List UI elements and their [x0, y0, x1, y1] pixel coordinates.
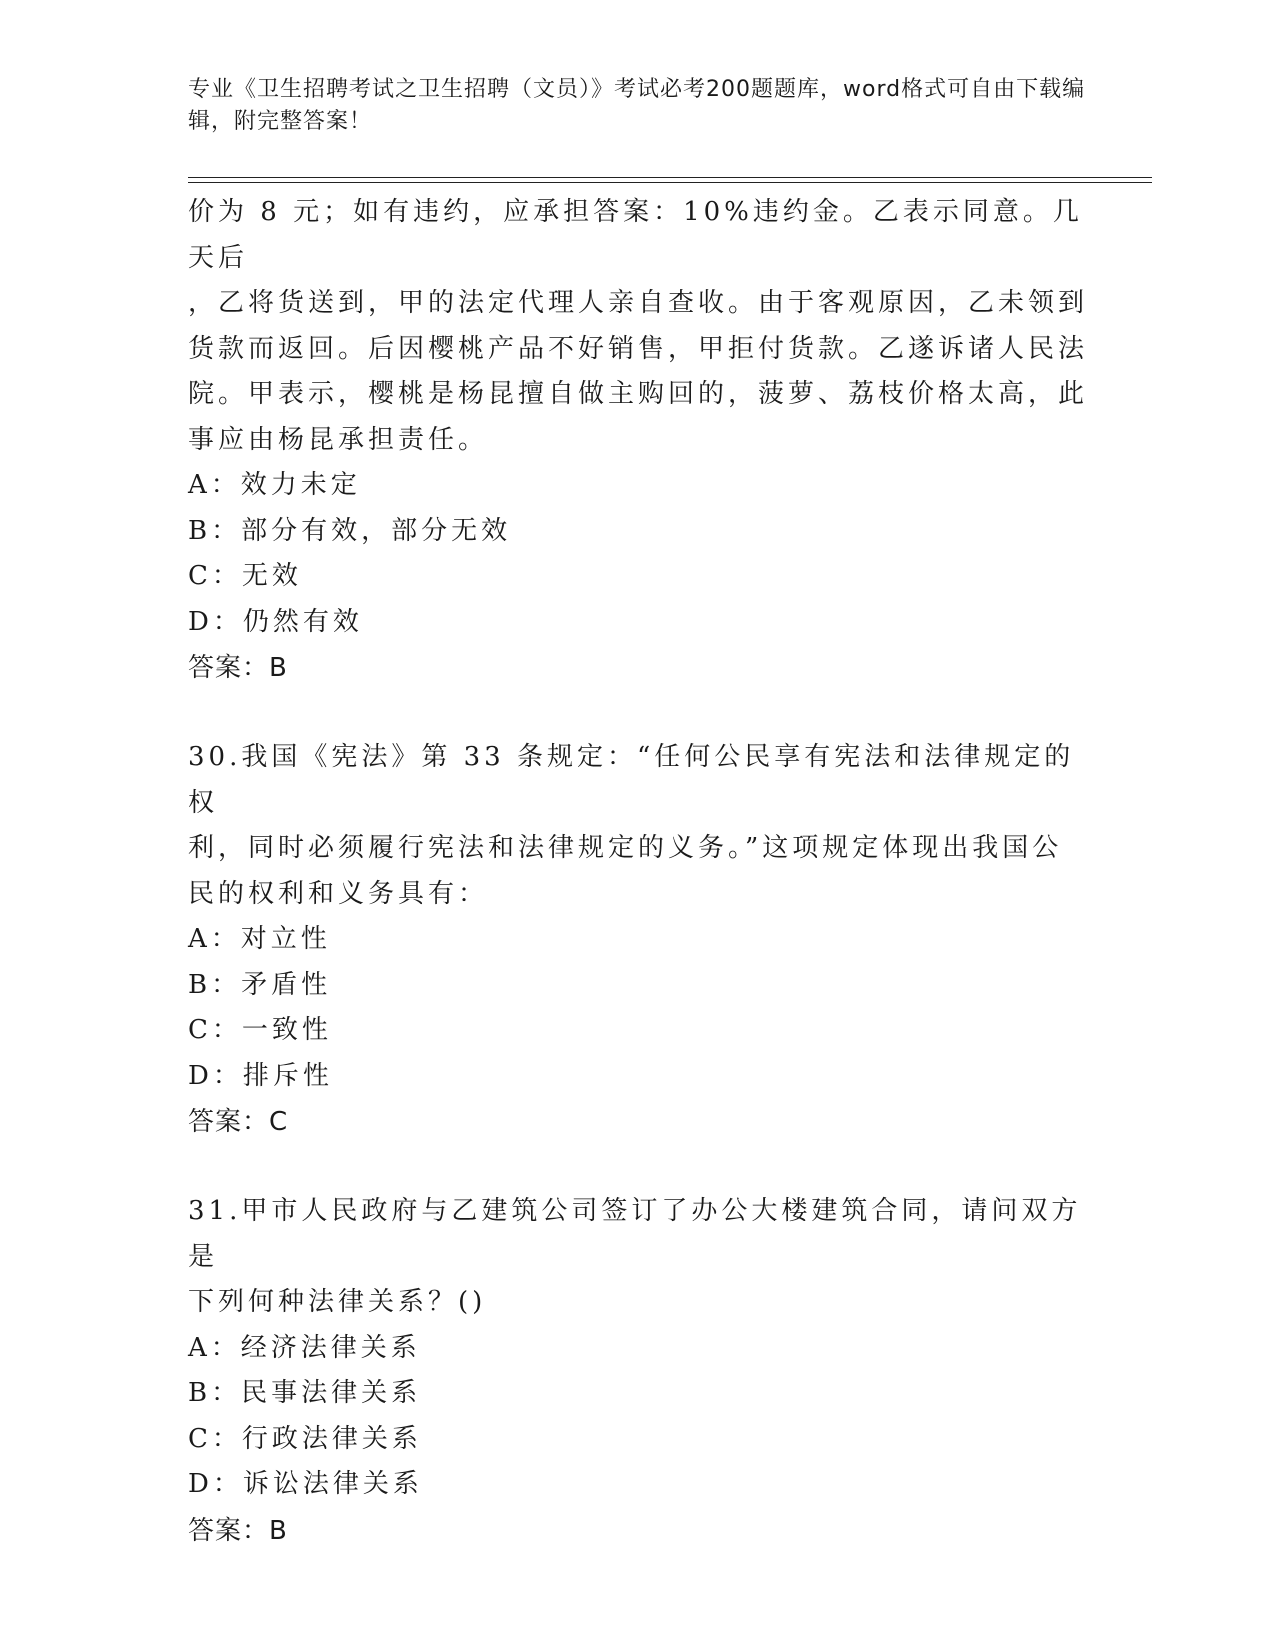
answer-line: 答案：B — [188, 1515, 288, 1546]
option-c: C：无效 — [188, 561, 302, 591]
question-text-line: 30.我国《宪法》第 33 条规定：“任何公民享有宪法和法律规定的权 — [188, 742, 1075, 818]
question-text-line: 价为 8 元；如有违约，应承担答案：10%违约金。乙表示同意。几天后 — [188, 197, 1083, 273]
option-b: B：矛盾性 — [188, 969, 332, 1000]
option-c: C：一致性 — [188, 1015, 332, 1045]
question-31 — [188, 1189, 1088, 1554]
question-text-line: ，乙将货送到，甲的法定代理人亲自查收。由于客观原因，乙未领到 — [188, 288, 1089, 318]
document-body — [188, 190, 1088, 1554]
question-30 — [188, 735, 1088, 1145]
header-rule-top — [188, 177, 1152, 178]
question-text-line: 民的权利和义务具有： — [188, 878, 489, 909]
option-c: C：行政法律关系 — [188, 1423, 422, 1454]
option-d: D：诉讼法律关系 — [188, 1469, 423, 1499]
option-d: D：仍然有效 — [188, 606, 363, 637]
question-text-line: 货款而返回。后因樱桃产品不好销售，甲拒付货款。乙遂诉诸人民法 — [188, 333, 1089, 364]
option-a: A：对立性 — [188, 924, 331, 954]
option-a: A：效力未定 — [188, 470, 361, 500]
question-text-line: 事应由杨昆承担责任。 — [188, 424, 489, 455]
header-rule-bottom — [188, 182, 1152, 183]
question-text-line: 利，同时必须履行宪法和法律规定的义务。”这项规定体现出我国公 — [188, 833, 1063, 863]
answer-line: 答案：C — [188, 1107, 289, 1137]
question-text-line: 院。甲表示，樱桃是杨昆擅自做主购回的，菠萝、荔枝价格太高，此 — [188, 379, 1089, 409]
spacer — [188, 1145, 1088, 1189]
question-text-line: 下列何种法律关系？() — [188, 1287, 487, 1317]
document-header: 专业《卫生招聘考试之卫生招聘（文员）》考试必考200题题库，word格式可自由下载编辑，附完整答案！ — [188, 77, 1086, 134]
option-b: B：民事法律关系 — [188, 1378, 422, 1408]
option-a: A：经济法律关系 — [188, 1332, 421, 1363]
question-continuation — [188, 190, 1088, 691]
answer-line: 答案：B — [188, 653, 288, 683]
spacer — [188, 691, 1088, 735]
option-d: D：排斥性 — [188, 1060, 333, 1091]
question-text-line: 31.甲市人民政府与乙建筑公司签订了办公大楼建筑合同，请问双方是 — [188, 1196, 1082, 1272]
option-b: B：部分有效，部分无效 — [188, 515, 512, 546]
